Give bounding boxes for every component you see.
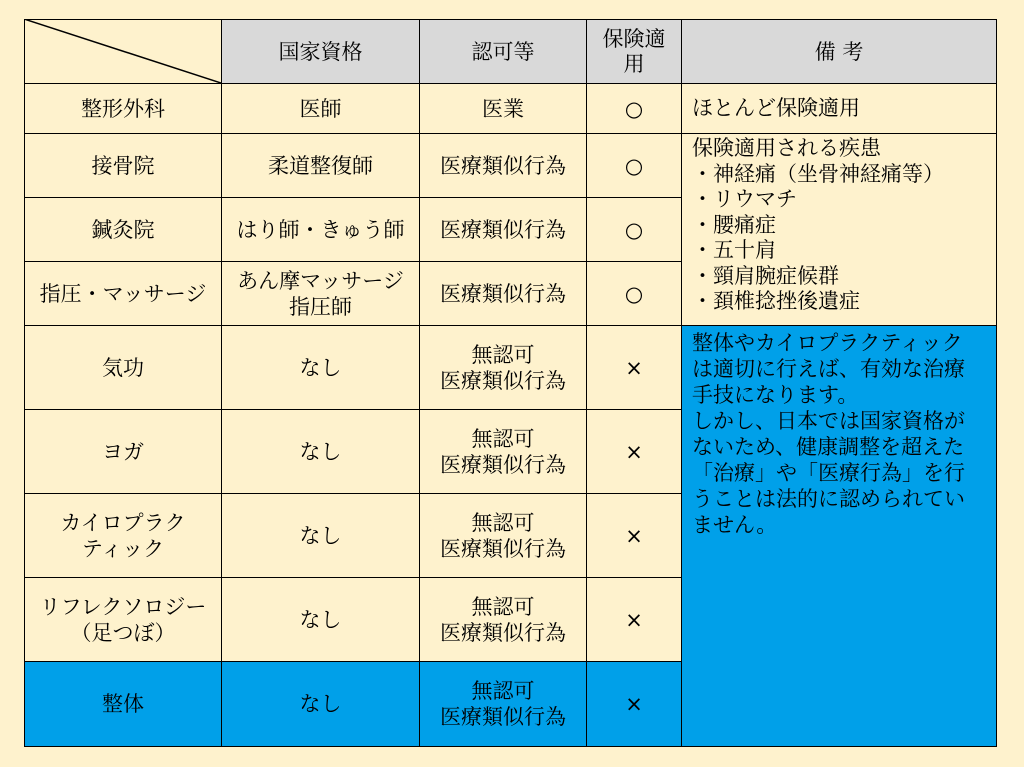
insurance-mark: × (625, 692, 643, 716)
note-line: しかし、日本では国家資格が (692, 409, 965, 433)
approval-cell (420, 578, 587, 662)
license-name: 医師 (299, 96, 342, 121)
facility-name: 指圧・マッサージ (39, 281, 207, 306)
header-row (25, 20, 997, 84)
facility-name: ヨガ (102, 439, 144, 464)
approval-status: 無認可 (471, 510, 535, 535)
facility-name-cell (25, 84, 222, 134)
license-name: なし (299, 439, 342, 464)
approval-status: 医療類似行為 (440, 217, 566, 242)
license-name: なし (299, 523, 342, 548)
license-name: なし (299, 692, 342, 716)
approval-cell (420, 494, 587, 578)
license-name: なし (299, 355, 342, 380)
note-line: ほとんど保険適用 (692, 95, 860, 120)
table-row-bonesetter (25, 134, 997, 198)
insurance-cell (587, 578, 682, 662)
table-row-qigong (25, 326, 997, 410)
insurance-cell (587, 134, 682, 198)
note-line: ないため、健康調整を超えた (692, 435, 965, 459)
approval-cell (420, 134, 587, 198)
approval-cell (420, 262, 587, 326)
approval-status: 無認可 (471, 342, 535, 367)
approval-status: 無認可 (471, 594, 535, 619)
header-insurance-cell (587, 20, 682, 84)
insurance-cell (587, 410, 682, 494)
note-line: ・頚椎捻挫後遺症 (692, 289, 860, 313)
approval-status: 医療類似行為 (440, 536, 566, 561)
comparison-table (24, 19, 997, 747)
facility-name: 気功 (102, 355, 144, 380)
license-name: はり師・きゅう師 (236, 217, 405, 242)
facility-name-cell (25, 198, 222, 262)
header-license-label: 国家資格 (278, 39, 363, 64)
license-name: 柔道整復師 (268, 153, 373, 178)
facility-name-cell (25, 262, 222, 326)
notes-cell-covered-conditions (682, 134, 997, 326)
approval-cell (420, 84, 587, 134)
insurance-cell (587, 84, 682, 134)
insurance-mark: × (625, 523, 643, 548)
license-cell (222, 326, 420, 410)
insurance-mark: ○ (624, 96, 644, 121)
header-approval-cell (420, 20, 587, 84)
note-line: ・神経痛（坐骨神経痛等） (692, 161, 944, 186)
note-line: ・五十肩 (692, 238, 776, 262)
facility-name: 接骨院 (91, 153, 155, 178)
license-cell (222, 84, 420, 134)
insurance-mark: × (625, 355, 643, 380)
facility-name-cell (25, 662, 222, 747)
notes-cell-legal-warning (682, 326, 997, 747)
approval-status: 医療類似行為 (440, 368, 566, 393)
note-line: 「治療」や「医療行為」を行 (692, 461, 965, 485)
note-line: 整体やカイロプラクティック (692, 331, 963, 355)
approval-status: 医療類似行為 (440, 452, 566, 477)
license-name: なし (299, 607, 342, 632)
insurance-cell (587, 262, 682, 326)
facility-name: （足つぼ） (70, 620, 176, 645)
facility-name: 整体 (102, 692, 144, 716)
note-line: は適切に行えば、有効な治療 (692, 357, 965, 381)
license-cell (222, 494, 420, 578)
insurance-mark: ○ (624, 281, 644, 306)
notes-cell-mostly-covered (682, 84, 997, 134)
license-cell (222, 262, 420, 326)
approval-status: 無認可 (471, 426, 535, 451)
insurance-mark: × (625, 439, 643, 464)
approval-cell (420, 410, 587, 494)
facility-name-cell (25, 494, 222, 578)
license-cell (222, 410, 420, 494)
approval-status: 無認可 (471, 679, 535, 703)
header-notes-cell (682, 20, 997, 84)
note-line: 手技になります。 (692, 383, 859, 407)
facility-name: カイロプラク (60, 510, 186, 535)
facility-name: リフレクソロジー (39, 594, 207, 619)
license-cell (222, 198, 420, 262)
approval-status: 医療類似行為 (440, 705, 566, 729)
insurance-cell (587, 326, 682, 410)
approval-status: 医療類似行為 (440, 281, 566, 306)
header-insurance-label: 保険適用 (602, 26, 666, 76)
license-cell (222, 134, 420, 198)
facility-name-cell (25, 134, 222, 198)
insurance-cell (587, 494, 682, 578)
license-cell (222, 578, 420, 662)
license-name: 指圧師 (289, 294, 352, 319)
facility-name: 鍼灸院 (91, 217, 155, 242)
header-corner-cell (25, 20, 222, 84)
header-license-cell (222, 20, 420, 84)
approval-status: 医業 (482, 96, 524, 121)
insurance-mark: × (625, 607, 643, 632)
note-line: 保険適用される疾患 (692, 136, 881, 160)
insurance-cell (587, 198, 682, 262)
note-line: うことは法的に認められてい (692, 487, 965, 511)
facility-name: ティック (81, 536, 165, 561)
approval-cell (420, 198, 587, 262)
approval-status: 医療類似行為 (440, 153, 566, 178)
insurance-mark: ○ (624, 153, 644, 178)
license-name: あん摩マッサージ (237, 268, 404, 293)
facility-name-cell (25, 410, 222, 494)
facility-name-cell (25, 326, 222, 410)
approval-cell (420, 662, 587, 747)
insurance-mark: ○ (624, 217, 644, 242)
license-cell (222, 662, 420, 747)
header-approval-label: 認可等 (471, 39, 535, 64)
note-line: ません。 (692, 513, 778, 537)
table-row-orthopedics (25, 84, 997, 134)
header-notes-label: 備 考 (814, 39, 864, 64)
note-line: ・頸肩腕症候群 (692, 263, 839, 288)
facility-name-cell (25, 578, 222, 662)
approval-cell (420, 326, 587, 410)
insurance-cell (587, 662, 682, 747)
note-line: ・腰痛症 (692, 212, 776, 237)
note-line: ・リウマチ (692, 187, 797, 211)
facility-name: 整形外科 (81, 96, 165, 121)
approval-status: 医療類似行為 (440, 620, 566, 645)
